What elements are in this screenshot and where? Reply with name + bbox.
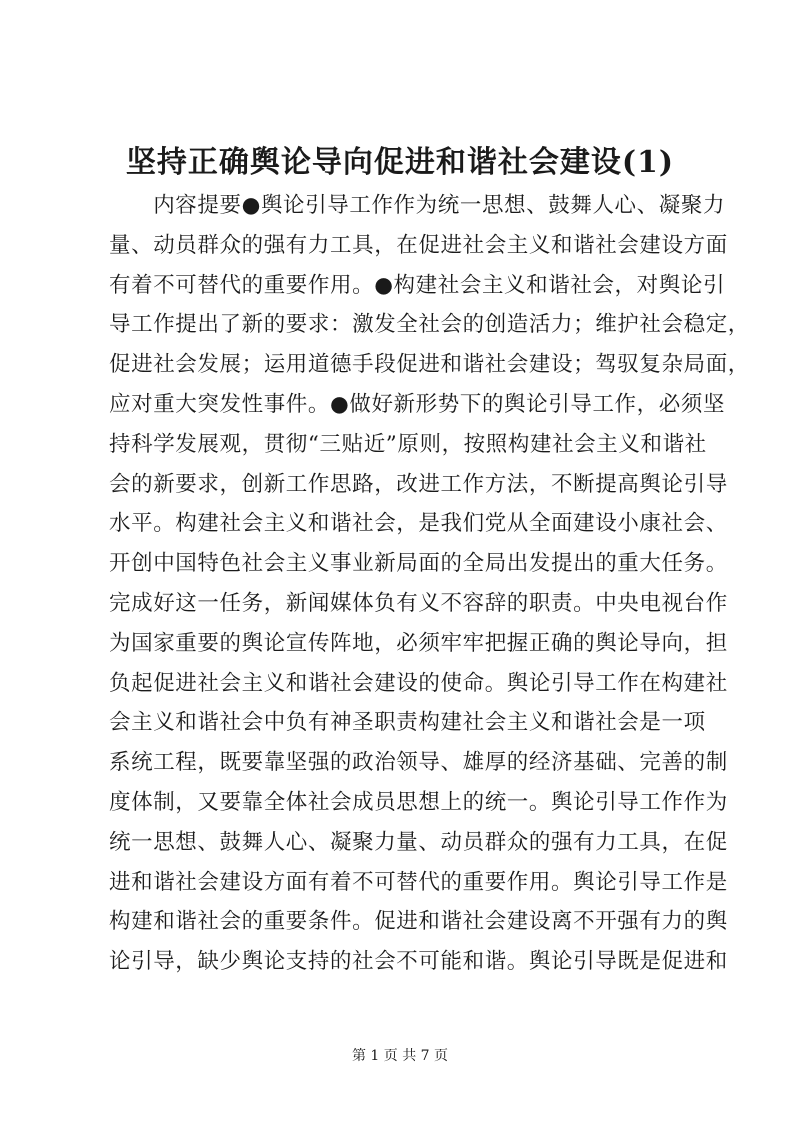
body-line: 内容提要●舆论引导工作作为统一思想、鼓舞人心、凝聚力	[109, 193, 726, 218]
document-title: 坚持正确舆论导向促进和谐社会建设(1)	[125, 145, 675, 180]
body-line: 有着不可替代的重要作用。●构建社会主义和谐社会，对舆论引	[109, 272, 726, 298]
body-line: 会主义和谐社会中负有神圣职责构建社会主义和谐社会是一项	[109, 710, 706, 736]
body-line: 统一思想、鼓舞人心、凝聚力量、动员群众的强有力工具，在促	[109, 829, 728, 855]
body-line: 量、动员群众的强有力工具，在促进社会主义和谐社会建设方面	[109, 232, 728, 258]
body-line: 应对重大突发性事件。●做好新形势下的舆论引导工作，必须坚	[109, 391, 726, 417]
body-line: 度体制，又要靠全体社会成员思想上的统一。舆论引导工作作为	[109, 789, 728, 815]
body-line: 为国家重要的舆论宣传阵地，必须牢牢把握正确的舆论导向，担	[109, 630, 728, 656]
body-line: 进和谐社会建设方面有着不可替代的重要作用。舆论引导工作是	[109, 869, 728, 895]
body-line: 开创中国特色社会主义事业新局面的全局出发提出的重大任务。	[109, 551, 728, 577]
body-line: 持科学发展观，贯彻“三贴近”原则，按照构建社会主义和谐社	[109, 431, 707, 457]
page-number-footer: 第 1 页 共 7 页	[351, 1048, 449, 1064]
body-line: 促进社会发展；运用道德手段促进和谐社会建设；驾驭复杂局面，	[109, 352, 750, 378]
body-line: 水平。构建社会主义和谐社会，是我们党从全面建设小康社会、	[109, 511, 728, 537]
body-line: 系统工程，既要靠坚强的政治领导、雄厚的经济基础、完善的制	[109, 750, 728, 776]
body-line: 完成好这一任务，新闻媒体负有义不容辞的职责。中央电视台作	[109, 590, 728, 616]
body-line: 会的新要求，创新工作思路，改进工作方法，不断提高舆论引导	[109, 471, 728, 497]
body-line: 论引导，缺少舆论支持的社会不可能和谐。舆论引导既是促进和	[109, 949, 728, 975]
body-line: 构建和谐社会的重要条件。促进和谐社会建设离不开强有力的舆	[109, 909, 728, 935]
body-line: 导工作提出了新的要求：激发全社会的创造活力；维护社会稳定，	[109, 312, 750, 338]
document-body	[109, 186, 750, 982]
body-line: 负起促进社会主义和谐社会建设的使命。舆论引导工作在构建社	[109, 670, 728, 696]
